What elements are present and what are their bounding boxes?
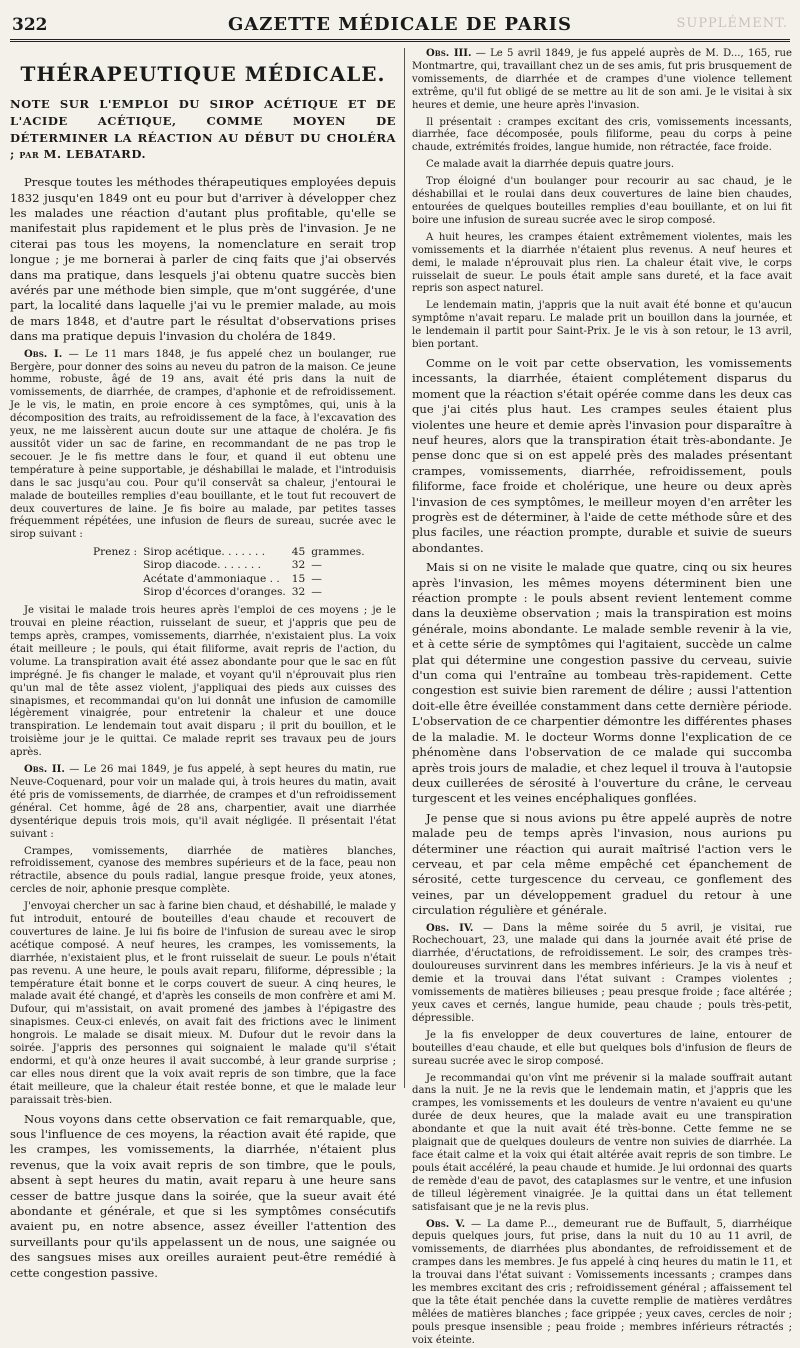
prescription-unit: — — [311, 585, 322, 598]
prescription-row — [90, 559, 368, 572]
page-number: 322 — [12, 15, 48, 35]
intro-paragraph: Presque toutes les méthodes thérapeutiques employées depuis 1832 jusqu'en 1849 ont eu pour but d'arriver à développer chez les malades une réaction d'autant plus profitable, qu'elle se manifestait plus rapidement et le plus près de l'invasion. Je ne citerai pas tous les moyens, la nomenclature en serait trop longue ; je me bornerai à parler de cinq faits que j'ai observés dans ma pratique, dans lesquels j'ai obtenu quatre succès bien avérés par une méthode bien simple, que m'ont suggérée, d'une part, la localité dans laquelle j'ai vu le premier malade, au mois de mars 1848, et d'autre part le résultat d'observations prises dans ma pratique depuis l'invasion du choléra de 1849. — [10, 175, 396, 344]
observation-1 — [10, 349, 396, 543]
page-header — [10, 12, 790, 42]
obs-label: Obs. III. — [426, 48, 472, 59]
article-title: NOTE SUR L'EMPLOI DU SIROP ACÉTIQUE ET DE L'ACIDE ACÉTIQUE, COMME MOYEN DE DÉTERMINER LA RÉACTION AU DÉBUT DU CHOLÉRA ; par M. LEBATARD. — [10, 97, 396, 162]
prescription-item: Sirop acétique. . . . . . . — [143, 546, 266, 559]
prescription-qty: 32 — [291, 559, 306, 572]
observation-3-c: A huit heures, les crampes étaient extrêmement violentes, mais les vomissements et la diarrhée n'étaient plus revenus. A neuf heures et demi, le malade n'éprouvait plus rien. La chaleur était vive, le corps ruisselait de sueur. Le pouls était ample sans dureté, et la face avait repris son aspect naturel. — [412, 231, 792, 295]
prescription-row — [90, 586, 368, 599]
prescription-item: Sirop d'écorces d'oranges. — [143, 585, 286, 598]
observation-3-d: Le lendemain matin, j'appris que la nuit avait été bonne et qu'aucun symptôme n'avait reparu. Le malade prit un bouillon dans la journée, et le lendemain il partit pour Saint-Prix. Je le vis à son retour, le 13 avril, bien portant. — [412, 300, 792, 351]
obs-text: — Le 11 mars 1848, je fus appelé chez un boulanger, rue Bergère, pour donner des soins au neveu du patron de la maison. Ce jeune homme, robuste, âgé de 19 ans, avait été pris dans la nuit de vomissements, de diarrhée, de crampes, d'aphonie et de refroidissement. Je le vis, le matin, en proie encore à ces symptômes, qui, unis à la décomposition des traits, au refroidissement de la face, à l'excavation des yeux, ne me laissèrent aucun doute sur une attaque de choléra. Je fis aussitôt vider un sac de farine, en recommandant de ne pas trop le secouer. Je le fis mettre dans le four, et quand il eut obtenu une température à peine supportable, je déshabillai le malade, et l'introduisis dans le sac jusqu'au cou. Pour qu'il conservât sa chaleur, j'entourai le malade de bouteilles remplies d'eau bouillante, et le tout fut recouvert de deux couvertures de laine. Je fis boire au malade, par petites tasses fréquemment répétées, une infusion de fleurs de sureau, sucrée avec le sirop suivant : — [10, 348, 396, 541]
obs-text: — La dame P..., demeurant rue de Buffault, 5, diarrhéique depuis quelques jours, fut prise, dans la nuit du 10 au 11 avril, de vomissements, de diarrhées plus abondantes, de refroidissement et de crampes dans les membres. Je fus appelé à cinq heures du matin le 11, et la trouvai dans l'état suivant : Vomissements incessants ; crampes dans les membres excitant des cris ; refroidissement général ; affaissement tel que la tête était penchée dans la cuvette remplie de matières verdâtres mêlées de matières blanches ; face grippée ; yeux caves, cercles de noir ; pouls presque insensible ; peau froide ; membres inférieurs rétractés ; voix éteinte. — [412, 1218, 792, 1346]
prescription-row — [90, 573, 368, 586]
observation-4-c: Je recommandai qu'on vînt me prévenir si la malade souffrait autant dans la nuit. Je ne la revis que le lendemain matin, et j'appris que les crampes, les vomissements et les douleurs de ventre n'avaient eu qu'une durée de deux heures, que la malade avait eu une transpiration abondante et que la nuit avait été très-bonne. Cette femme ne se plaignait que de quelques douleurs de ventre non suivies de diarrhée. La face était calme et la voix qui était altérée avait repris de son timbre. Le pouls était accéléré, la peau chaude et humide. Je lui ordonnai des quarts de remède d'eau de pavot, des cataplasmes sur le ventre, et une infusion de tilleul légèrement vinaigrée. Je la quittai dans un état tellement satisfaisant que je ne la revis plus. — [412, 1072, 792, 1213]
commentary-paragraph: Nous voyons dans cette observation ce fait remarquable, que, sous l'influence de ces moyens, la réaction avait été rapide, que les crampes, les vomissements, la diarrhée, n'étaient plus revenus, que la voix avait repris de son timbre, que le pouls, absent à sept heures du matin, avait reparu à une heure sans cesser de battre jusque dans la soirée, que la sueur avait été abondante et générale, et que si les symptômes consécutifs avaient pu, en notre absence, assez éveiller l'attention des surveillants pour qu'ils appelassent un de nous, une saignée ou des sangsues mises aux oreilles auraient peut-être remédié à cette congestion passive. — [10, 1111, 396, 1280]
observation-2 — [10, 764, 396, 841]
column-divider — [404, 48, 405, 1088]
obs-label: Obs. II. — [24, 764, 65, 776]
obs-label: Obs. IV. — [426, 922, 474, 934]
prescription-item: Acétate d'ammoniaque . . — [143, 572, 280, 585]
prescription-item: Sirop diacode. . . . . . . — [143, 559, 261, 572]
observation-2-continued: J'envoyai chercher un sac à farine bien chaud, et déshabillé, le malade y fut introduit, entouré de bouteilles d'eau chaude et recouvert de couvertures de laine. Je lui fis boire de l'infusion de sureau avec le sirop acétique composé. A neuf heures, les crampes, les vomissements, la diarrhée, n'existaient plus, et le front ruisselait de sueur. Le pouls n'était pas revenu. A une heure, le pouls avait reparu, filiforme, dépressible ; la température était bonne et le corps couvert de sueur. A cinq heures, le malade avait été changé, et d'après les conseils de mon confrère et ami M. Dufour, qui m'assistait, on avait promené des jambes à l'épigastre des sinapismes. Ceux-ci enlevés, on avait fait des frictions avec le liniment hongrois. Le malade se disait mieux. M. Dufour dut le revoir dans la soirée. J'appris des personnes qui soignaient le malade qu'il s'était endormi, et qu'à onze heures il avait succombé, à leur grande surprise ; car elles nous dirent que la voix avait repris de son timbre, que la face était meilleure, que la chaleur était restée bonne, et que le malade leur paraissait très-bien. — [10, 901, 396, 1106]
prescription-qty: 15 — [291, 572, 306, 585]
prescription-unit: — — [311, 572, 322, 585]
observation-1-continued: Je visitai le malade trois heures après l'emploi de ces moyens ; je le trouvai en pleine réaction, ruisselant de sueur, et j'appris que peu de temps après, crampes, vomissements, diarrhée, n'existaient plus. La voix était meilleure ; le pouls, qui était filiforme, avait repris de l'action, du volume. La transpiration avait été assez abondante pour que le sac en fût imprégné. Je fis changer le malade, et voyant qu'il n'éprouvait plus rien qu'un mal de tête assez violent, j'appliquai des pieds aux cuisses des sinapismes, et recommandai qu'on lui donnât une infusion de camomille légèrement vinaigrée, pour entretenir la chaleur et une douce transpiration. Le lendemain tout avait disparu ; il prit du bouillon, et le troisième jour je le quittai. Ce malade reprit ses travaux peu de jours après. — [10, 605, 396, 759]
commentary-paragraph: Je pense que si nous avions pu être appelé auprès de notre malade peu de temps après l'invasion, nous aurions pu déterminer une réaction qui aurait maîtrisé l'action vers le cerveau, et par cela même empêché cet épanchement de sérosité, cette turgescence du cerveau, ce gonflement des veines, par un développement graduel du retour à une circulation régulière et générale. — [412, 810, 792, 918]
prescription-qty: 45 — [291, 546, 306, 559]
prescription-prefix: Prenez : — [93, 546, 138, 559]
prescription-row — [90, 546, 368, 559]
obs-text: — Le 5 avril 1849, je fus appelé auprès de M. D..., 165, rue Montmartre, qui, travaillant chez un de ses amis, fut pris brusquement de vomissements, de diarrhée et de crampes d'une violence tellement extrême, qu'il fut obligé de se mettre au lit de son ami. Je le visitai à six heures et demie, une heure après l'invasion. — [412, 48, 792, 111]
observation-2-state: Crampes, vomissements, diarrhée de matières blanches, refroidissement, cyanose des membres supérieurs et de la face, peau non rétractile, absence du pouls radial, langue presque froide, yeux atones, cercles de noir, aphonie presque complète. — [10, 845, 396, 896]
observation-4 — [412, 923, 792, 1026]
observation-5 — [412, 1219, 792, 1348]
obs-label: Obs. V. — [426, 1218, 466, 1230]
commentary-paragraph: Comme on le voit par cette observation, les vomissements incessants, la diarrhée, étaient complétement disparus du moment que la réaction s'était opérée comme dans les deux cas que j'ai cités plus haut. Les crampes seules étaient plus violentes une heure et demie après l'invasion pour disparaître à neuf heures, alors que la transpiration était très-abondante. Je pense donc que si on est appelé près des malades présentant crampes, vomissements, diarrhée, refroidissement, pouls filiforme, face froide et cholérique, une heure ou deux après l'invasion de ces symptômes, le meilleur moyen d'en arrêter les progrès est de déterminer, à l'aide de cette méthode sûre et des plus faciles, une réaction prompte, durable et suivie de sueurs abondantes. — [412, 355, 792, 555]
prescription-unit: — — [311, 559, 322, 572]
prescription-prefix — [90, 573, 140, 586]
right-column — [412, 48, 792, 1346]
obs-text: — Dans la même soirée du 5 avril, je visitai, rue Rochechouart, 23, une malade qui dans la journée avait été prise de diarrhée, d'éructations, de refroidissement. Le soir, des crampes très-douloureuses survinrent dans les membres inférieurs. Je la vis à neuf et demie et la trouvai dans l'état suivant : Crampes violentes ; vomissements de matières bilieuses ; peau presque froide ; face altérée ; yeux caves et cernés, langue humide, peau chaude ; pouls très-petit, dépressible. — [412, 922, 792, 1024]
supplement-label: SUPPLÉMENT. — [676, 16, 788, 31]
journal-title: GAZETTE MÉDICALE DE PARIS — [227, 14, 573, 35]
commentary-paragraph: Mais si on ne visite le malade que quatre, cinq ou six heures après l'invasion, les mêmes moyens déterminent bien une réaction prompte : le pouls absent revient lentement comme dans la deuxième observation ; mais la transpiration est moins générale, moins abondante. Le malade semble revenir à la vie, et à cette série de symptômes qui l'agitaient, succède un calme plat qui détermine une congestion passive du cerveau, suivie d'un coma qui l'entraîne au tombeau très-rapidement. Cette congestion est suivie bien rarement de délire ; aussi l'attention doit-elle être éveillée constamment dans cette dernière période. L'observation de ce charpentier démontre les différentes phases de la maladie. M. le docteur Worms donne l'explication de ce phénomène dans l'observation de ce malade qui succomba après trois jours de maladie, et chez lequel il trouva à l'autopsie deux cuillerées de sérosité à l'ouverture du crâne, le cerveau turgescent et les veines encéphaliques gonflées. — [412, 560, 792, 806]
observation-3-b: Trop éloigné d'un boulanger pour recourir au sac chaud, je le déshabillai et le roulai dans deux couvertures de laine bien chaudes, entourées de quelques bouteilles remplies d'eau bouillante, et on lui fit boire une infusion de sureau sucrée avec le sirop composé. — [412, 176, 792, 226]
prescription-qty: 32 — [291, 585, 306, 598]
observation-3 — [412, 48, 792, 113]
prescription-prefix — [90, 559, 140, 572]
prescription-prefix — [90, 586, 140, 599]
observation-4-b: Je la fis envelopper de deux couvertures de laine, entourer de bouteilles d'eau chaude, et elle but quelques bols d'infusion de fleurs de sureau sucrée avec le sirop composé. — [412, 1029, 792, 1067]
observation-3-a: Ce malade avait la diarrhée depuis quatre jours. — [426, 159, 675, 171]
obs-text: — Le 26 mai 1849, je fus appelé, à sept heures du matin, rue Neuve-Coquenard, pour voir un malade qui, à trois heures du matin, avait été pris de vomissements, de diarrhée, de crampes et d'un refroidissement général. Cet homme, âgé de 28 ans, charpentier, avait une diarrhée dysentérique depuis trois mois, qu'il avait négligée. Il présentait l'état suivant : — [10, 764, 397, 840]
prescription-unit: grammes. — [311, 546, 365, 559]
prescription-table — [90, 546, 368, 599]
obs-label: Obs. I. — [24, 348, 63, 360]
left-column — [10, 48, 397, 1280]
section-title: THÉRAPEUTIQUE MÉDICALE. — [20, 62, 386, 86]
observation-3-state: Il présentait : crampes excitant des cris, vomissements incessants, diarrhée, face décomposée, pouls filiforme, peau du corps à peine chaude, extrémités froides, langue humide, non rétractée, face froide. — [412, 116, 792, 154]
